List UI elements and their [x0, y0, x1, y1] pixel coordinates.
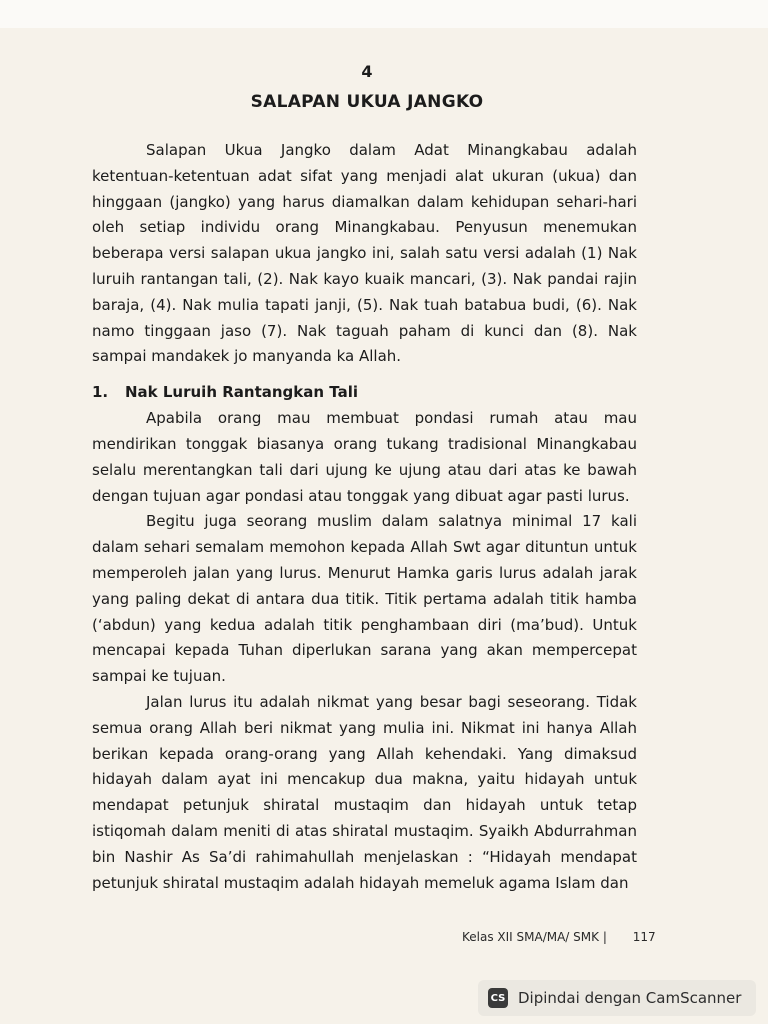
section-heading: [92, 379, 637, 406]
section-number: 1.: [92, 383, 109, 402]
watermark-text: Dipindai dengan CamScanner: [518, 989, 742, 1007]
section-title: Nak Luruih Rantangkan Tali: [125, 383, 358, 402]
intro-paragraph: Salapan Ukua Jangko dalam Adat Minangkabau adalah ketentuan-ketentuan adat sifat yang menjadi alat ukuran (ukua) dan hinggaan (jangko) yang harus diamalkan dalam kehidupan sehari-hari oleh setiap individu orang Minangkabau. Penyusun menemukan beberapa versi salapan ukua jangko ini, salah satu versi adalah (1) Nak luruih rantangan tali, (2). Nak kayo kuaik mancari, (3). Nak pandai rajin baraja, (4). Nak mulia tapati janji, (5). Nak tuah batabua budi, (6). Nak namo tinggaan jaso (7). Nak taguah paham di kunci dan (8). Nak sampai mandakek jo manyanda ka Allah.: [92, 141, 637, 366]
scan-top-margin: [0, 0, 768, 28]
camscanner-watermark: [478, 980, 756, 1016]
body-paragraph: Begitu juga seorang muslim dalam salatnya minimal 17 kali dalam sehari semalam memohon kepada Allah Swt agar dituntun untuk memperoleh jalan yang lurus. Menurut Hamka garis lurus adalah jarak yang paling dekat di antara dua titik. Titik pertama adalah titik hamba (‘abdun) yang kedua adalah titik penghambaan diri (ma’bud). Untuk mencapai kepada Tuhan diperlukan sarana yang akan mempercepat sampai ke tujuan.: [92, 512, 637, 686]
body-paragraph: Jalan lurus itu adalah nikmat yang besar bagi seseorang. Tidak semua orang Allah beri nikmat yang mulia ini. Nikmat ini hanya Allah berikan kepada orang-orang yang Allah kehendaki. Yang dimaksud hidayah dalam ayat ini mencakup dua makna, yaitu hidayah untuk mendapat petunjuk shiratal mustaqim dan hidayah untuk tetap istiqomah dalam meniti di atas shiratal mustaqim. Syaikh Abdurrahman bin Nashir As Sa’di rahimahullah menjelaskan : “Hidayah mendapat petunjuk shiratal mustaqim adalah hidayah memeluk agama Islam dan: [92, 692, 637, 892]
page-content: [92, 138, 637, 896]
body-paragraph: Apabila orang mau membuat pondasi rumah atau mau mendirikan tonggak biasanya orang tukang tradisional Minangkabau selalu merentangkan tali dari ujung ke ujung atau dari atas ke bawah dengan tujuan agar pondasi atau tonggak yang dibuat agar pasti lurus.: [92, 409, 637, 505]
chapter-title: SALAPAN UKUA JANGKO: [250, 92, 484, 112]
page-footer: [462, 930, 656, 944]
chapter-number: 4: [361, 62, 373, 81]
page-number: 117: [632, 930, 656, 944]
footer-label: Kelas XII SMA/MA/ SMK |: [462, 930, 607, 944]
camscanner-icon: CS: [488, 988, 508, 1008]
